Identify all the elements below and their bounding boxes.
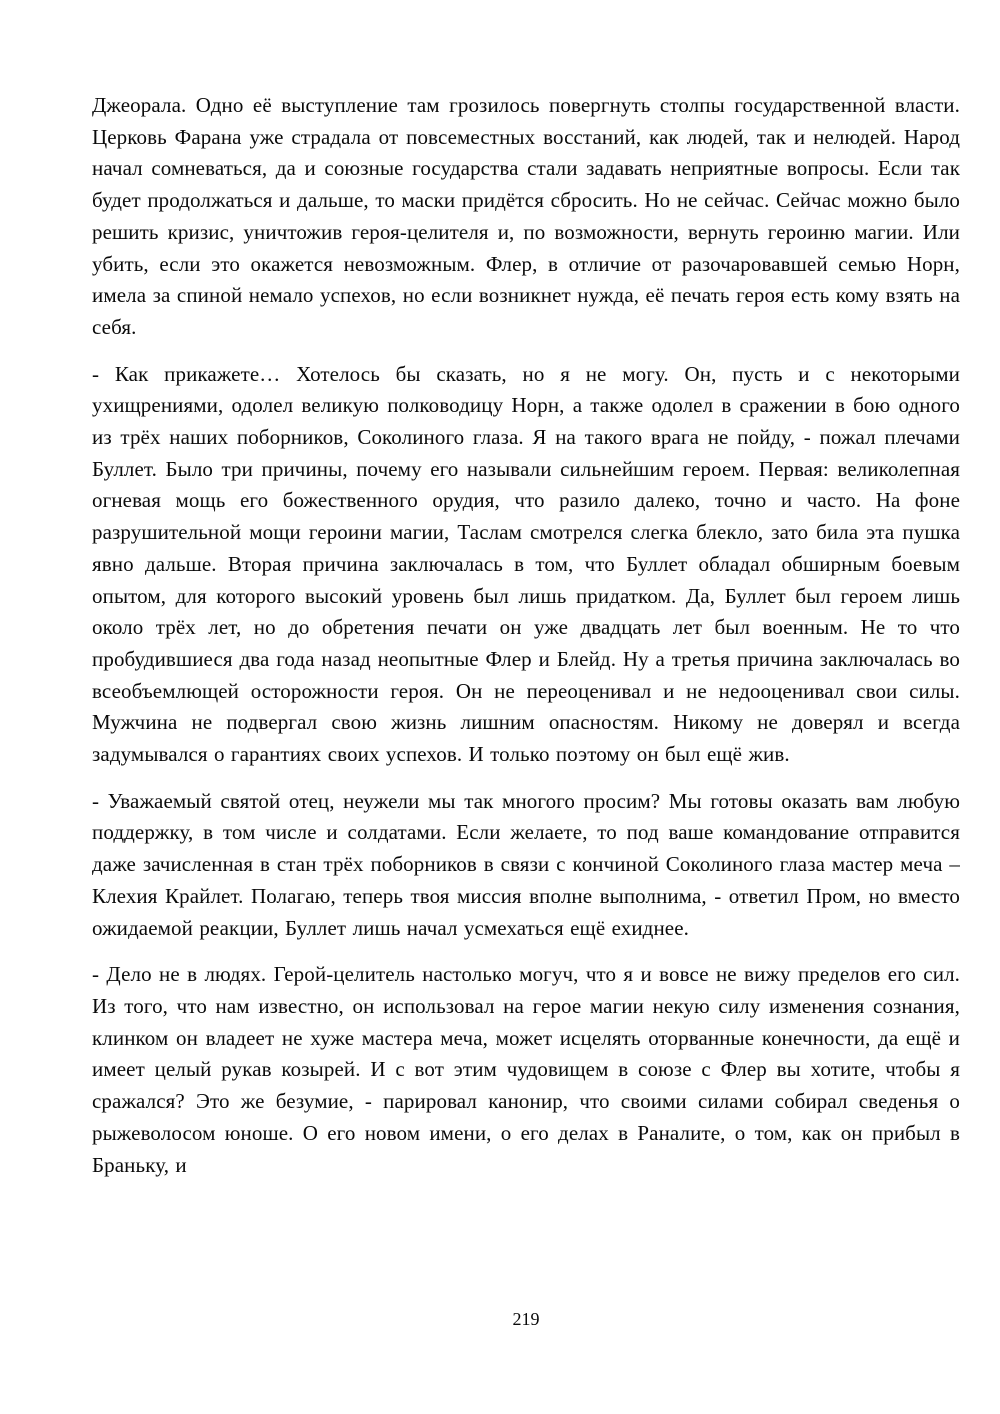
paragraph-2: - Как прикажете… Хотелось бы сказать, но я не могу. Он, пусть и с некоторыми ухищрениями, одолел великую полководицу Норн, а также одолел в сражении в бою одного из трёх наших поборников, Соколиного глаза. Я на такого врага не пойду, - пожал плечами Буллет. Было три причины, почему его называли сильнейшим героем. Первая: великолепная огневая мощь его божественного орудия, что разило далеко, точно и часто. На фоне разрушительной мощи героини магии, Таслам смотрелся слегка блекло, зато била эта пушка явно дальше. Вторая причина заключалась в том, что Буллет обладал обширным боевым опытом, для которого высокий уровень был лишь придатком. Да, Буллет был героем лишь около трёх лет, но до обретения печати он уже двадцать лет был военным. Не то что пробудившиеся два года назад неопытные Флер и Блейд. Ну а третья причина заключалась во всеобъемлющей осторожности героя. Он не переоценивал и не недооценивал свои силы. Мужчина не подвергал свою жизнь лишним опасностям. Никому не доверял и всегда задумывался о гарантиях своих успехов. И только поэтому он был ещё жив. [92,361,960,767]
page-number: 219 [512,1309,540,1329]
paragraph-4: - Дело не в людях. Герой-целитель настолько могуч, что я и вовсе не вижу пределов его сил. Из того, что нам известно, он использовал на герое магии некую силу изменения сознания, клинком он владеет не хуже мастера меча, может исцелять оторванные конечности, да ещё и имеет целый рукав козырей. И с вот этим чудовищем в союзе с Флер вы хотите, чтобы я сражался? Это же безумие, - парировал канонир, что своими силами собирал сведенья о рыжеволосом юноше. О его новом имени, о его делах в Раналите, о том, как он прибыл в Браньку, и [92,962,960,1177]
text-column [92,90,960,1196]
paragraph-1: Джеорала. Одно её выступление там грозилось повергнуть столпы государственной власти. Церковь Фарана уже страдала от повсеместных восстаний, как людей, так и нелюдей. Народ начал сомневаться, да и союзные государства стали задавать неприятные вопросы. Если так будет продолжаться и дальше, то маски придётся сбросить. Но не сейчас. Сейчас можно было решить кризис, уничтожив героя-целителя и, по возможности, вернуть героиню магии. Или убить, если это окажется невозможным. Флер, в отличие от разочаровавшей семью Норн, имела за спиной немало успехов, но если возникнет нужда, её печать героя есть кому взять на себя. [92,93,960,339]
paragraph-3: - Уважаемый святой отец, неужели мы так многого просим? Мы готовы оказать вам любую поддержку, в том числе и солдатами. Если желаете, то под ваше командование отправится даже зачисленная в стан трёх поборников в связи с кончиной Соколиного глаза мастер меча – Клехия Крайлет. Полагаю, теперь твоя миссия вполне выполнима, - ответил Пром, но вместо ожидаемой реакции, Буллет лишь начал усмехаться ещё ехиднее. [92,788,960,940]
